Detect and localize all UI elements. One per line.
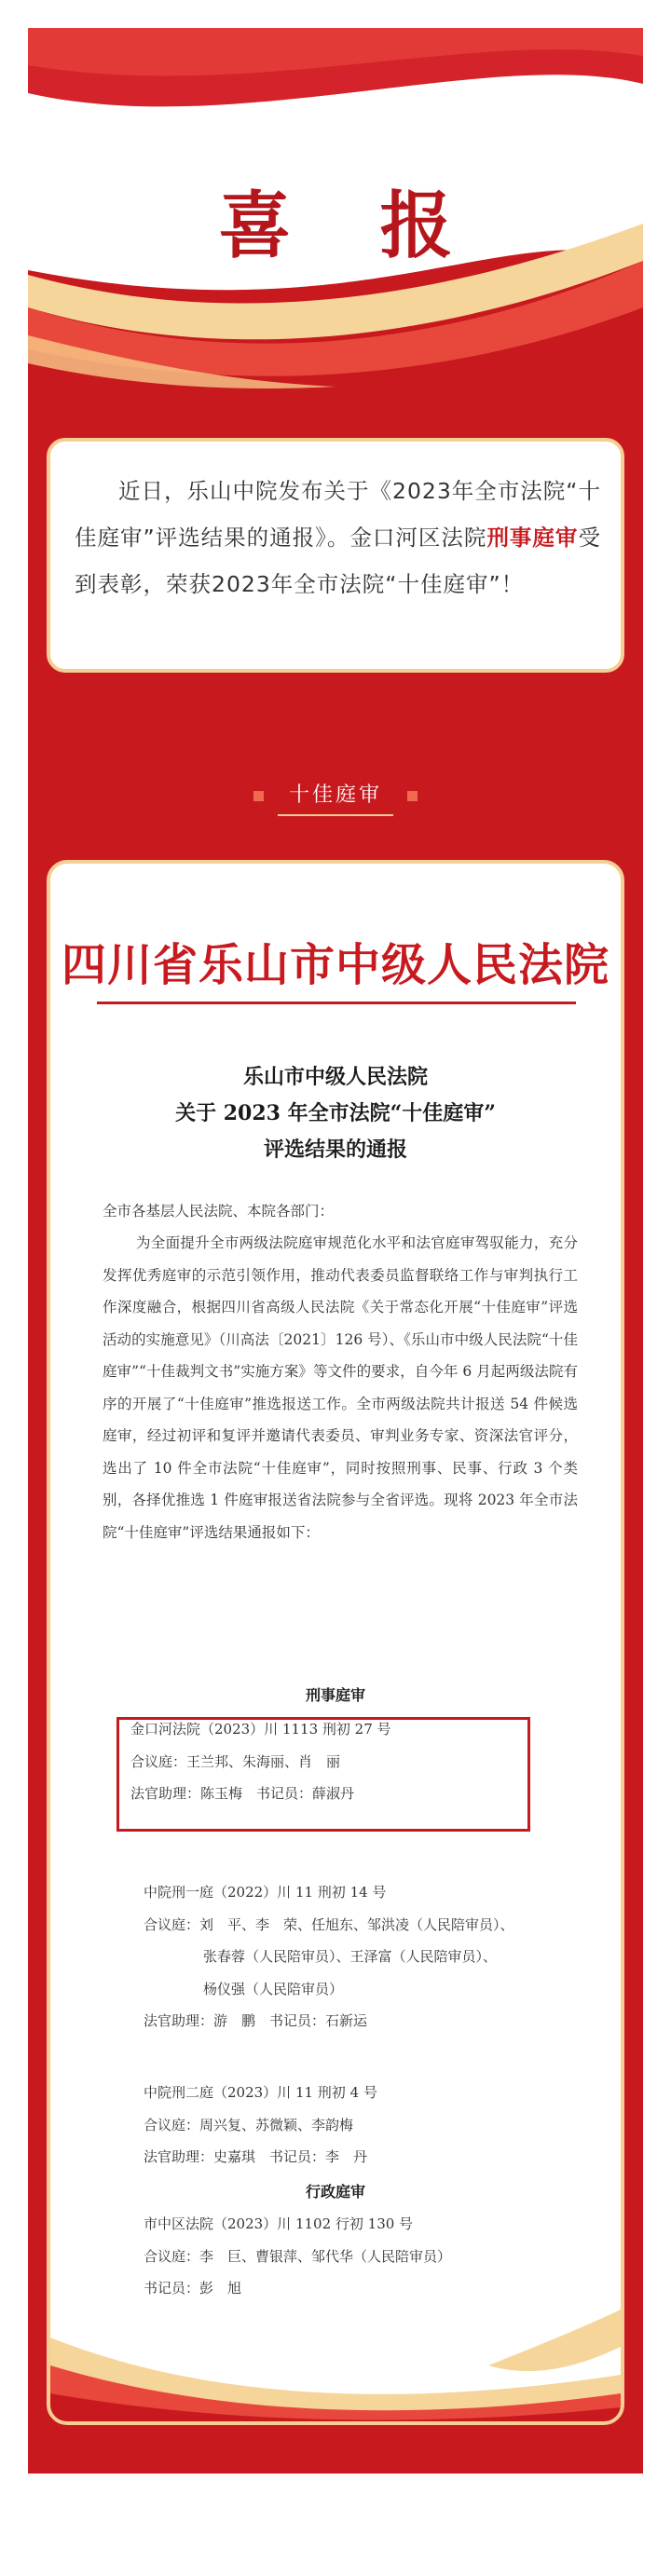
panel-members-cont: 张春蓉（人民陪审员）、王泽富（人民陪审员）、	[203, 1948, 498, 1965]
panel-label: 合议庭：	[144, 2247, 200, 2265]
intro-highlight: 刑事庭审	[486, 525, 579, 551]
panel-label: 合议庭：	[130, 1752, 187, 1770]
case-entry	[144, 2208, 624, 2305]
case-entry	[144, 2077, 624, 2174]
panel-members: 刘 平、李 荣、任旭东、邹洪凌（人民陪审员）、	[199, 1915, 514, 1933]
document-title-line: 关于 2023 年全市法院“十佳庭审”	[175, 1101, 496, 1125]
document-card	[47, 860, 624, 2425]
intro-card	[47, 438, 624, 673]
highlight-box	[116, 1717, 530, 1832]
panel-label: 合议庭：	[144, 1915, 200, 1933]
intro-text-after: 受到表彰，荣获2023年全市法院“十佳庭审”！	[75, 525, 601, 597]
panel-members: 周兴复、苏微颖、李韵梅	[199, 2116, 354, 2133]
court-header-rule	[97, 1002, 576, 1004]
panel-members: 王兰邦、朱海丽、肖 丽	[186, 1752, 341, 1770]
clerk-line: 法官助理：陈玉梅 书记员：薛淑丹	[130, 1785, 355, 1802]
poster	[28, 28, 643, 2474]
intro-text	[75, 468, 604, 607]
footer-ribbon-graphic	[50, 2310, 621, 2421]
square-bullet-icon	[407, 791, 418, 801]
court-name: 四川省乐山市中级人民法院	[61, 939, 609, 991]
panel-label: 合议庭：	[144, 2116, 200, 2133]
addressee: 全市各基层人民法院、本院各部门：	[103, 1203, 335, 1220]
document-title	[50, 1059, 621, 1168]
header-banner	[28, 28, 643, 396]
document-title-line: 乐山市中级人民法院	[242, 1065, 428, 1089]
section-heading	[28, 773, 643, 829]
header-title: 喜 报	[218, 184, 485, 268]
clerk-line: 法官助理：史嘉琪 书记员：李 丹	[144, 2148, 368, 2165]
case-number: 市中区法院（2023）川 1102 行初 130 号	[144, 2215, 414, 2232]
section-underline	[278, 814, 393, 816]
case-number: 中院刑一庭（2022）川 11 刑初 14 号	[144, 1884, 387, 1901]
section-label: 十佳庭审	[288, 784, 382, 807]
notice-paragraph: 为全面提升全市两级法院庭审规范化水平和法官庭审驾驭能力，充分发挥优秀庭审的示范引领作用，推动代表委员监督联络工作与审判执行工作深度融合，根据四川省高级人民法院《关于常态化开展“十佳庭审”评选活动的实施意见》（川高法〔2021〕126 号）、《乐山市中级人民法院“十佳庭审”“十佳裁判文书”实施方案》等文件的要求，自今年 6 月起两级法院有序的开展了“十佳庭审”推选报送工作。全市两级法院共计报送 54 件候选庭审，经过初评和复评并邀请代表委员、审判业务专家、资深法官评分，选出了 10 件全市法院“十佳庭审”，同时按照刑事、民事、行政 3 个类别，各择优推选 1 件庭审报送省法院参与全省评选。现将 2023 年全市法院“十佳庭审”评选结果通报如下：	[103, 1234, 578, 1541]
case-number: 金口河法院（2023）川 1113 刑初 27 号	[130, 1721, 391, 1738]
intro-text-before: 近日，乐山中院发布关于《2023年全市法院“十佳庭审”评选结果的通报》。金口河区法院	[75, 478, 601, 551]
panel-members-cont: 杨仪强（人民陪审员）	[203, 1980, 344, 1997]
panel-members: 李 巨、曹银萍、邹代华（人民陪审员）	[199, 2247, 452, 2265]
category-criminal: 刑事庭审	[305, 1686, 365, 1704]
case-entry	[144, 1876, 624, 2038]
document-title-line: 评选结果的通报	[263, 1138, 407, 1162]
clerk-line: 书记员：彭 旭	[144, 2280, 242, 2297]
square-bullet-icon	[253, 791, 264, 801]
clerk-line: 法官助理：游 鹏 书记员：石新运	[144, 2012, 368, 2029]
category-admin: 行政庭审	[305, 2183, 365, 2201]
case-number: 中院刑二庭（2023）川 11 刑初 4 号	[144, 2084, 377, 2101]
